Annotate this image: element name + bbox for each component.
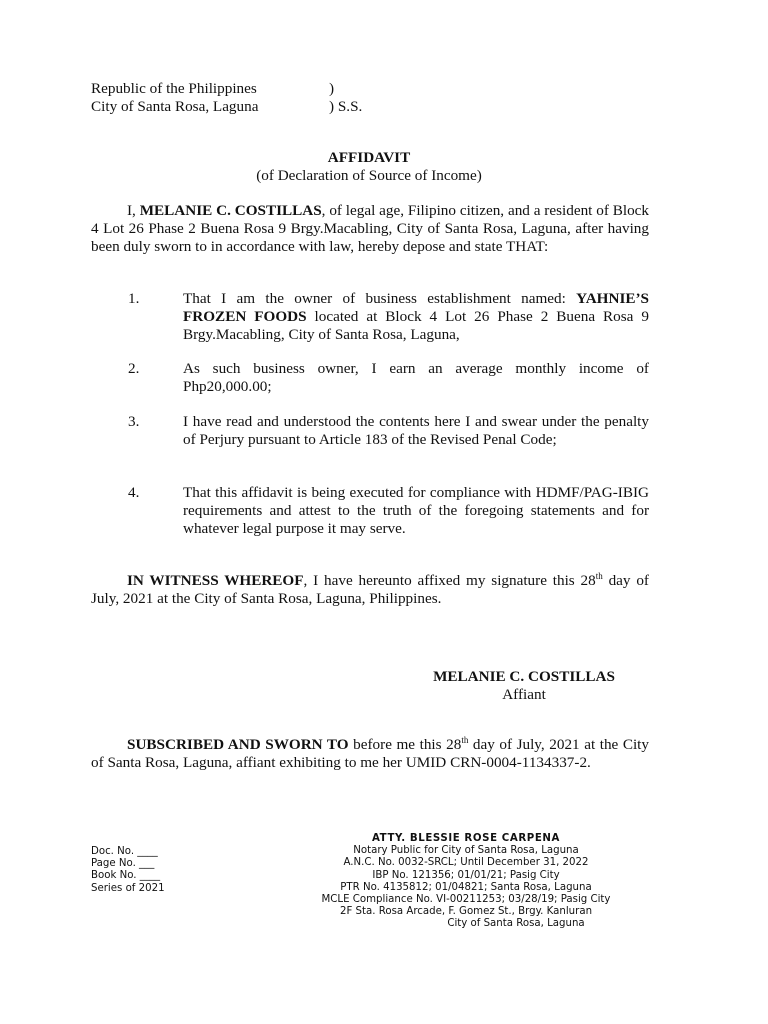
affiant-name-inline: MELANIE C. COSTILLAS [139, 202, 322, 219]
notary-city: City of Santa Rosa, Laguna [447, 918, 585, 930]
venue-paren-ss: ) S.S. [329, 98, 363, 115]
item-number-3: 3. [128, 413, 140, 430]
item-number-2: 2. [128, 360, 140, 377]
intro-prefix: I, [127, 202, 136, 219]
notary-ibp: IBP No. 121356; 01/01/21; Pasig City [372, 869, 560, 881]
venue-city: City of Santa Rosa, Laguna [91, 98, 259, 115]
book-no: Book No. ____ [91, 870, 161, 882]
jurat-text-2: day of July, 2021 at the City of Santa Rosa, Laguna, affiant exhibiting to me her UMID CRN-0004-1134337-2. [91, 736, 649, 771]
doc-no: Doc. No. ____ [91, 846, 158, 857]
business-name: YAHNIE’S FROZEN FOODS [183, 290, 650, 325]
item-4: That this affidavit is being executed for compliance with HDMF/PAG-IBIG requirements and attest to the truth of the foregoing statements and for whatever legal purpose it may serve. [183, 484, 649, 537]
witness-text-2: day of July, 2021 at the City of Santa Rosa, Laguna, Philippines. [91, 572, 649, 607]
jurat-paragraph [91, 736, 649, 772]
witness-lead: IN WITNESS WHEREOF [127, 572, 304, 589]
notary-block [280, 833, 652, 931]
document-subtitle: (of Declaration of Source of Income) [256, 167, 482, 184]
item-number-1: 1. [128, 290, 140, 307]
notary-anc: A.N.C. No. 0032-SRCL; Until December 31, 2022 [343, 857, 589, 869]
notary-mcle: MCLE Compliance No. VI-00211253; 03/28/19; Pasig City [321, 894, 611, 906]
jurat-text-1: before me this 28 [353, 736, 462, 753]
affiant-name: MELANIE C. COSTILLAS [433, 668, 615, 685]
item-1-text-a: That I am the owner of business establishment named: [183, 290, 566, 307]
venue-bracket [329, 80, 429, 116]
witness-day: 28 [580, 572, 596, 589]
item-number-4: 4. [128, 484, 140, 501]
venue-country: Republic of the Philippines [91, 80, 257, 97]
document-title: AFFIDAVIT [327, 149, 411, 166]
page-no: Page No. ___ [91, 858, 155, 870]
item-1 [183, 290, 649, 344]
notary-name: ATTY. BLESSIE ROSE CARPENA [371, 833, 561, 844]
venue-paren-1: ) [329, 80, 335, 97]
witness-paragraph [91, 572, 649, 608]
witness-text-1: , I have hereunto affixed my signature this [303, 572, 575, 589]
witness-day-suffix: th [595, 570, 603, 581]
notary-ptr: PTR No. 4135812; 01/04821; Santa Rosa, Laguna [340, 881, 592, 893]
item-1-text-b: located at Block 4 Lot 26 Phase 2 Buena Rosa 9 Brgy.Macabling, City of Santa Rosa, Laguna, [183, 308, 649, 343]
jurat-day-suffix: th [461, 734, 469, 745]
item-3: I have read and understood the contents here I and swear under the penalty of Perjury pursuant to Article 183 of the Revised Penal Code; [183, 413, 649, 448]
affiant-block [410, 668, 638, 704]
jurat-lead: SUBSCRIBED AND SWORN TO [127, 736, 349, 753]
intro-text: , of legal age, Filipino citizen, and a resident of Block 4 Lot 26 Phase 2 Buena Rosa 9 Brgy.Macabling, City of Santa Rosa, Laguna, after having been duly sworn to in accordance with law, hereby depose and state THAT: [91, 202, 649, 255]
affiant-label: Affiant [502, 686, 546, 703]
docket-block [91, 846, 211, 895]
item-2: As such business owner, I earn an average monthly income of Php20,000.00; [183, 360, 649, 395]
series: Series of 2021 [91, 882, 165, 894]
intro-paragraph [91, 202, 649, 256]
notary-address: 2F Sta. Rosa Arcade, F. Gomez St., Brgy. Kanluran [339, 906, 593, 918]
notary-commission: Notary Public for City of Santa Rosa, Laguna [353, 845, 579, 857]
